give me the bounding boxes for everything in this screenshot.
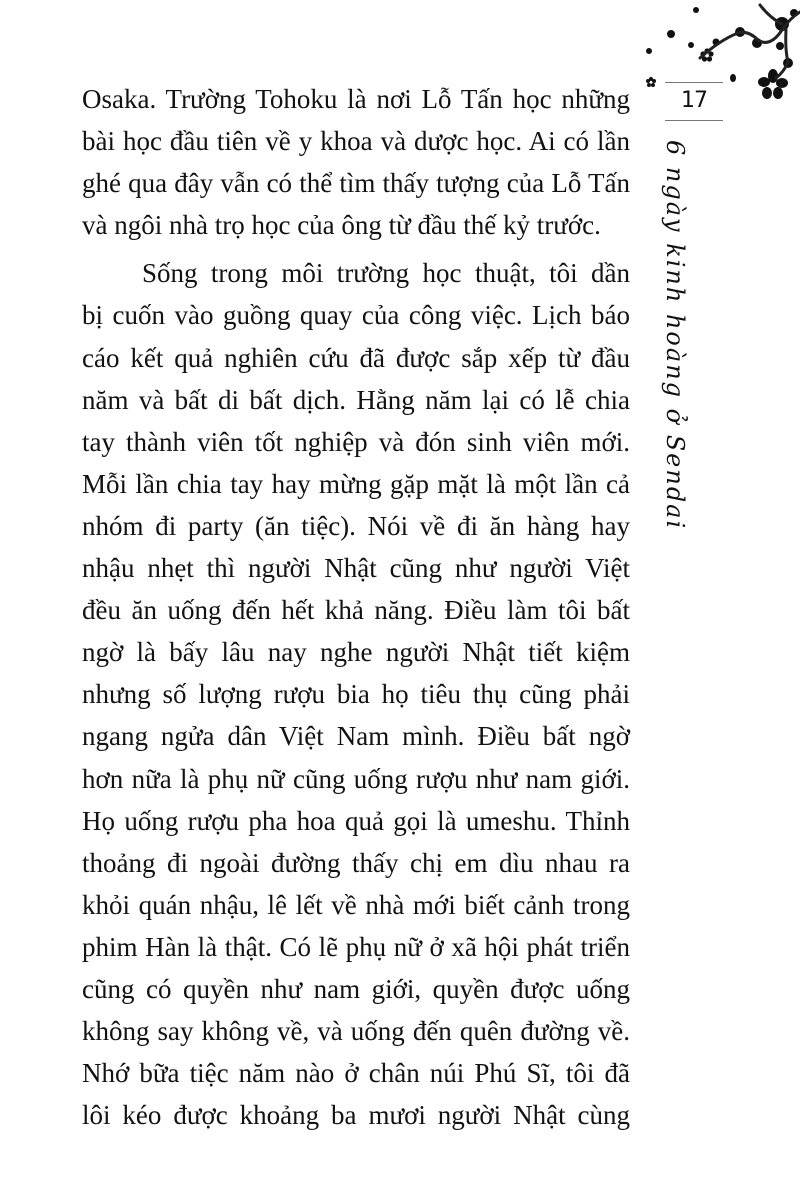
text-line: phim Hàn là thật. Có lẽ phụ nữ ở xã hội phát triển xyxy=(82,931,630,962)
text-line: cũng có quyền như nam giới, quyền được uống xyxy=(82,973,630,1004)
text-line: Sống trong môi trường học thuật, tôi dần xyxy=(142,258,630,289)
text-line: bài học đầu tiên về y khoa và dược học. Ai có lần xyxy=(82,126,630,157)
page-number-bottom-rule xyxy=(665,120,723,121)
text-line: lôi kéo được khoảng ba mươi người Nhật cùng xyxy=(82,1100,630,1131)
text-line: cáo kết quả nghiên cứu đã được sắp xếp từ đầu xyxy=(82,342,630,373)
text-line: tay thành viên tốt nghiệp và đón sinh viên mới. xyxy=(82,426,630,457)
body-text xyxy=(82,78,630,1136)
text-line: ngờ là bấy lâu nay nghe người Nhật tiết kiệm xyxy=(82,637,630,668)
text-line: không say không về, và uống đến quên đường về. xyxy=(82,1016,630,1047)
text-line: ngang ngửa dân Việt Nam mình. Điều bất ngờ xyxy=(82,721,630,752)
page-number: 17 xyxy=(681,88,707,113)
text-line: Osaka. Trường Tohoku là nơi Lỗ Tấn học những xyxy=(82,84,630,114)
text-line: Họ uống rượu pha hoa quả gọi là umeshu. Thỉnh xyxy=(82,805,630,836)
text-line: Mỗi lần chia tay hay mừng gặp mặt là một lần cả xyxy=(82,468,630,499)
text-line: khỏi quán nhậu, lê lết về nhà mới biết cảnh trong xyxy=(82,889,630,920)
text-line: và ngôi nhà trọ học của ông từ đầu thế kỷ trước. xyxy=(82,210,601,241)
text-line: bị cuốn vào guồng quay của công việc. Lịch báo xyxy=(82,300,630,331)
text-line: nhưng số lượng rượu bia họ tiêu thụ cũng phải xyxy=(82,679,630,710)
text-line: ghé qua đây vẫn có thể tìm thấy tượng của Lỗ Tấn xyxy=(82,168,630,199)
page-number-block xyxy=(665,82,723,122)
running-title: 6 ngày kinh hoàng ở Sendai xyxy=(661,140,689,531)
text-line: đều ăn uống đến hết khả năng. Điều làm tôi bất xyxy=(82,595,630,626)
text-line: Nhớ bữa tiệc năm nào ở chân núi Phú Sĩ, tôi đã xyxy=(82,1058,630,1089)
text-line: nhóm đi party (ăn tiệc). Nói về đi ăn hàng hay xyxy=(82,510,630,541)
text-line: thoảng đi ngoài đường thấy chị em dìu nhau ra xyxy=(82,847,630,878)
paragraph-continued xyxy=(82,78,630,246)
page-number-top-rule xyxy=(665,82,723,83)
text-line: nhậu nhẹt thì người Nhật cũng như người Việt xyxy=(82,553,630,584)
paragraph xyxy=(82,252,630,1136)
text-line: năm và bất di bất dịch. Hằng năm lại có lễ chia xyxy=(82,384,630,415)
text-line: hơn nữa là phụ nữ cũng uống rượu như nam giới. xyxy=(82,763,630,794)
